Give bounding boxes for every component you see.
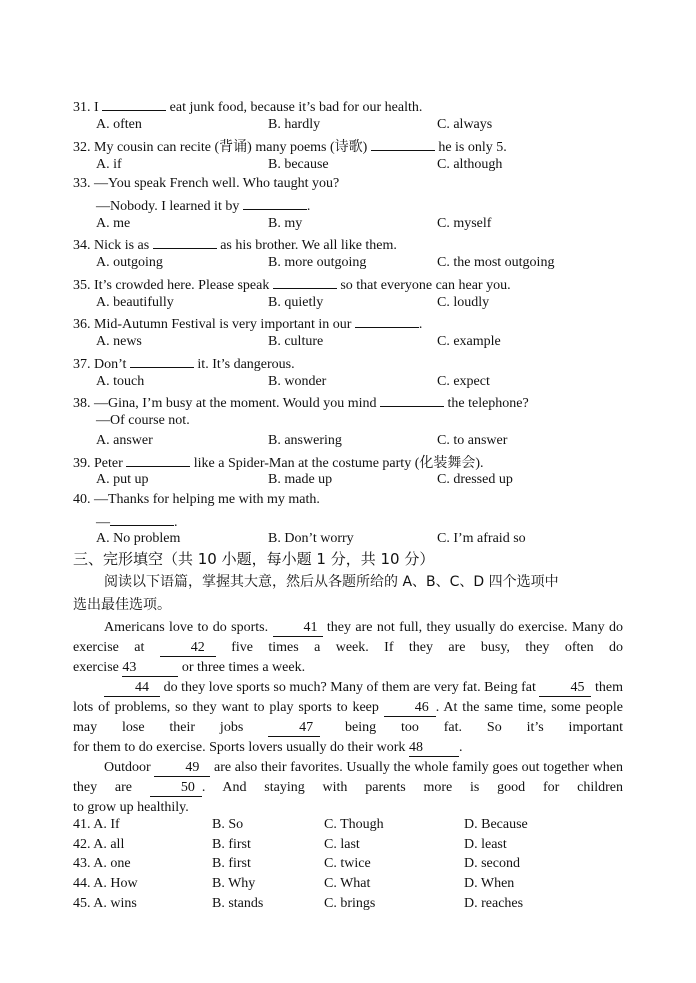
options-35: A. beautifully B. quietly C. loudly (96, 295, 490, 310)
blank-41[interactable]: 41 (273, 620, 323, 637)
option-41c: C. Though (324, 817, 384, 832)
option-45c: C. brings (324, 896, 376, 911)
answer-blank[interactable] (130, 352, 194, 368)
blank-46[interactable]: 46 (384, 700, 436, 717)
options-39: A. put up B. made up C. dressed up (96, 472, 513, 487)
answer-blank[interactable] (380, 391, 444, 407)
question-32: 32. My cousin can recite (背诵) many poems (诗歌) he is only 5. (73, 135, 507, 155)
paragraph-2: 44 do they love sports so much? Many of them are very fat. Being fat 45 them lots of problems, so they want to play sports to keep 46 . At the same time, some people may lose their jobs 47 being too fat. So it’s important (73, 680, 624, 735)
options-38: A. answer B. answering C. to answer (96, 433, 508, 448)
option-44c: C. What (324, 876, 371, 891)
blank-48[interactable]: 48 (409, 740, 459, 757)
question-35: 35. It’s crowded here. Please speak so that everyone can hear you. (73, 273, 511, 293)
question-36: 36. Mid-Autumn Festival is very important in our . (73, 312, 422, 332)
option-45d: D. reaches (464, 896, 524, 911)
option-42a: 42. A. all (73, 837, 125, 852)
option-42c: C. last (324, 837, 360, 852)
blank-49[interactable]: 49 (154, 760, 210, 777)
blank-50[interactable]: 50 (150, 780, 202, 797)
option-41a: 41. A. If (73, 817, 120, 832)
answer-blank[interactable] (102, 95, 166, 111)
section-instruction-cont: 选出最佳选项。 (73, 597, 171, 613)
option-43d: D. second (464, 856, 520, 871)
options-37: A. touch B. wonder C. expect (96, 374, 490, 389)
question-34: 34. Nick is as as his brother. We all like them. (73, 233, 397, 253)
options-33: A. me B. my C. myself (96, 216, 492, 231)
option-45a: 45. A. wins (73, 896, 137, 911)
option-43c: C. twice (324, 856, 371, 871)
question-39: 39. Peter like a Spider-Man at the costume party (化装舞会). (73, 451, 484, 471)
option-43a: 43. A. one (73, 856, 131, 871)
blank-42[interactable]: 42 (160, 640, 216, 657)
answer-blank[interactable] (153, 233, 217, 249)
question-33-line2: —Nobody. I learned it by . (96, 194, 310, 214)
options-32: A. if B. because C. although (96, 157, 503, 172)
paragraph-2-end: for them to do exercise. Sports lovers usually do their work 48 . (73, 740, 463, 755)
options-40: A. No problem B. Don’t worry C. I’m afraid so (96, 531, 526, 546)
option-44d: D. When (464, 876, 515, 891)
paragraph-1: Americans love to do sports. 41 they are not full, they usually do exercise. Many do exercise at 42 five times a week. If they are busy, they often do (73, 620, 624, 655)
option-42d: D. least (464, 837, 507, 852)
blank-44[interactable]: 44 (104, 680, 160, 697)
option-42b: B. first (212, 837, 251, 852)
question-38: 38. —Gina, I’m busy at the moment. Would you mind the telephone? (73, 391, 529, 411)
paragraph-1-end: exercise 43 or three times a week. (73, 660, 306, 675)
options-36: A. news B. culture C. example (96, 334, 501, 349)
paragraph-3-end: to grow up healthily. (73, 800, 189, 815)
paragraph-3: Outdoor 49 are also their favorites. Usually the whole family goes out together when they are 50 . And staying with parents more is good for children (73, 760, 624, 795)
question-37: 37. Don’t it. It’s dangerous. (73, 352, 295, 372)
blank-45[interactable]: 45 (539, 680, 591, 697)
option-43b: B. first (212, 856, 251, 871)
answer-blank[interactable] (126, 451, 190, 467)
answer-blank[interactable] (355, 312, 419, 328)
answer-blank[interactable] (371, 135, 435, 151)
answer-blank[interactable] (243, 194, 307, 210)
answer-blank[interactable] (110, 510, 174, 526)
option-41d: D. Because (464, 817, 528, 832)
option-44a: 44. A. How (73, 876, 138, 891)
question-40: 40. —Thanks for helping me with my math. (73, 492, 320, 507)
question-31: 31. I eat junk food, because it’s bad for our health. (73, 95, 422, 115)
options-31: A. often B. hardly C. always (96, 117, 493, 132)
question-33: 33. —You speak French well. Who taught you? (73, 176, 340, 191)
question-40-line2: — . (96, 510, 178, 530)
option-41b: B. So (212, 817, 244, 832)
option-45b: B. stands (212, 896, 264, 911)
section-title: 三、完形填空（共 10 小题，每小题 1 分，共 10 分） (73, 550, 435, 568)
answer-blank[interactable] (273, 273, 337, 289)
option-44b: B. Why (212, 876, 256, 891)
section-instruction: 阅读以下语篇，掌握其大意，然后从各题所给的 A、B、C、D 四个选项中 (104, 574, 559, 590)
blank-43[interactable]: 43 (122, 660, 178, 677)
options-34: A. outgoing B. more outgoing C. the most outgoing (96, 255, 555, 270)
question-38-line2: —Of course not. (96, 413, 190, 428)
cloze-passage (73, 618, 623, 818)
blank-47[interactable]: 47 (268, 720, 320, 737)
